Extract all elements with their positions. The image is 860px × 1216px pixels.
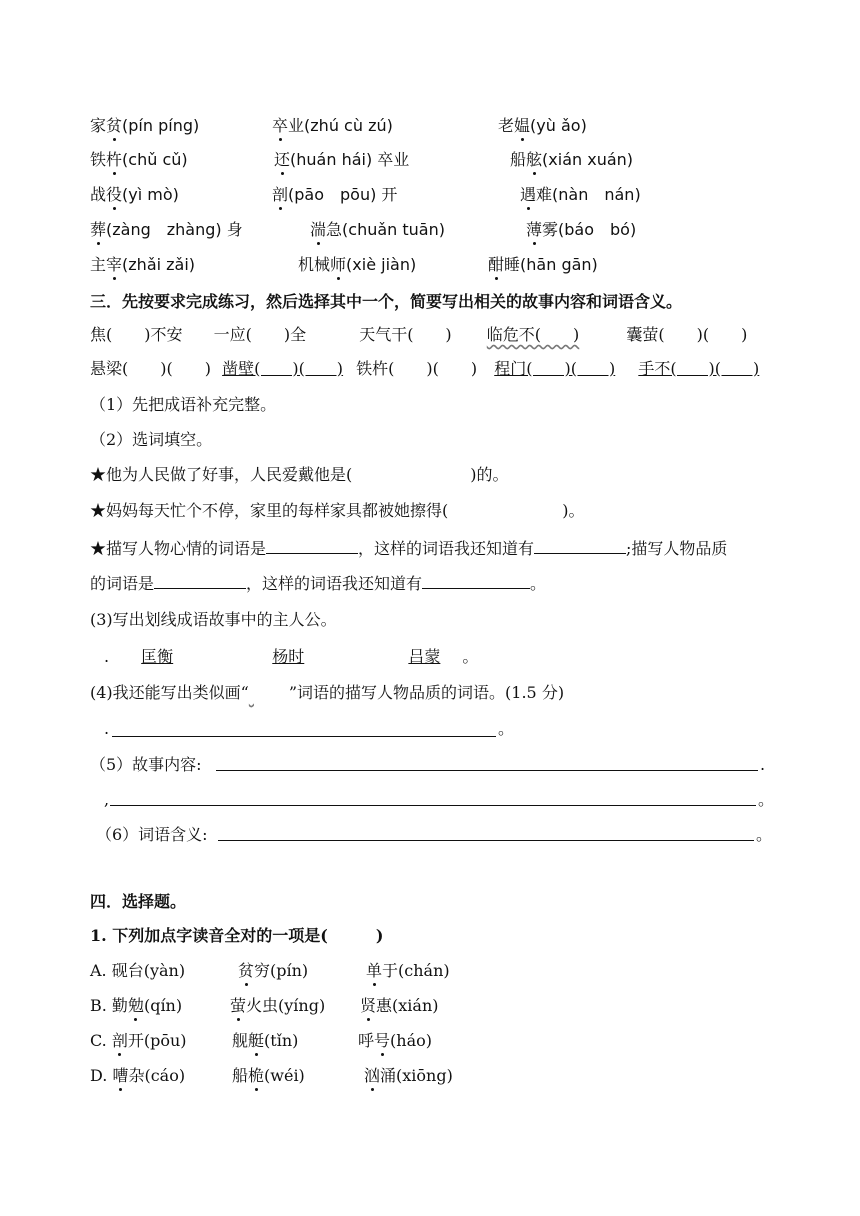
q1-text: （1）先把成语补充完整。 [90, 395, 277, 414]
dotted-character: 剖 [111, 1031, 128, 1050]
dotted-character: 杵 [106, 150, 123, 169]
sentence-text: (4)我还能写出类似画“ [90, 683, 249, 702]
q4-answer-line[interactable] [112, 736, 496, 737]
dotted-character: 贤 [360, 996, 377, 1015]
sentence-text: ，这样的词语我还知道有 [246, 574, 423, 593]
pinyin-item: 家贫(pín píng) [90, 116, 200, 135]
q4-prefix: . [104, 719, 110, 738]
sentence-text: ，这样的词语我还知道有 [358, 539, 535, 558]
dotted-character: 号 [374, 1031, 391, 1050]
dotted-character: 嘈 [112, 1066, 129, 1085]
section4-title: 四．选择题。 [90, 892, 187, 911]
hero-name: 杨时 [272, 647, 305, 666]
dotted-character: 桅 [248, 1066, 265, 1085]
pinyin-options: (nàn nán) [552, 185, 641, 204]
pinyin-options: (zhǎi zǎi) [122, 255, 196, 274]
sentence-text: 的词语是 [90, 574, 155, 593]
q3-text: (3)写出划线成语故事中的主人公。 [90, 610, 337, 629]
dotted-character: 遇 [520, 185, 537, 204]
option-item: 汹涌(xiōng) [364, 1066, 453, 1085]
pinyin-item [274, 149, 409, 171]
answer-blank[interactable] [422, 572, 530, 589]
q6-end: 。 [756, 825, 773, 844]
pinyin-item: 主宰(zhǎi zǎi) [90, 255, 196, 274]
pinyin-item: 机械师(xiè jiàn) [298, 255, 417, 274]
q2-text: （2）选词填空。 [90, 430, 213, 449]
section3-title: 三．先按要求完成练习，然后选择其中一个，简要写出相关的故事内容和词语含义。 [90, 292, 683, 311]
dotted-character: 单 [366, 961, 383, 980]
dotted-character: 贫 [106, 116, 123, 135]
option-label: D. 嘈杂(cáo) [90, 1066, 186, 1085]
pinyin-item [90, 219, 243, 241]
idiom-item: 悬梁( )( ) [90, 359, 211, 378]
pinyin-options: (yù ǎo) [530, 116, 587, 135]
option-item: 贤惠(xián) [360, 996, 439, 1015]
dotted-character: 萤 [230, 996, 247, 1015]
sentence-3 [90, 537, 727, 560]
option-item: 船桅(wéi) [232, 1066, 305, 1085]
q6-answer-line[interactable] [218, 840, 754, 841]
idiom-item: 天气干( ) [359, 325, 452, 344]
pinyin-item: 卒业(zhú cù zú) [272, 116, 393, 135]
idiom-item-underlined: 手不( )( ) [638, 359, 760, 378]
pinyin-options: (huán hái) 卒业 [290, 150, 410, 169]
sentence-4 [90, 572, 546, 595]
pinyin-item [272, 184, 397, 206]
sentence-end: 。 [462, 647, 479, 666]
pinyin-item: 湍急(chuǎn tuān) [310, 220, 445, 239]
sentence-text: ★他为人民做了好事，人民爱戴他是( [90, 465, 353, 484]
pinyin-item: 遇难(nàn nán) [520, 185, 641, 204]
pinyin-options: (xián xuán) [542, 150, 634, 169]
option-item: 单于(chán) [366, 961, 450, 980]
pinyin-options: (zhú cù zú) [304, 116, 393, 135]
pinyin-options: (pín píng) [122, 116, 200, 135]
dotted-character: 湍 [310, 220, 327, 239]
idiom-item: 囊萤( )( ) [626, 325, 748, 344]
option-label: A. 砚台(yàn) [90, 961, 186, 980]
dotted-character: 剖 [272, 185, 289, 204]
q4-end: 。 [498, 719, 515, 738]
sentence-text: ★描写人物心情的词语是 [90, 539, 267, 558]
idiom-item-wavy: 临危不( ) [486, 325, 580, 344]
sentence-text: ★妈妈每天忙个不停，家里的每样家具都被她擦得( [90, 501, 449, 520]
idiom-item: 铁杵( )( ) [356, 359, 478, 378]
pinyin-options: (zàng zhàng) 身 [106, 220, 243, 239]
dotted-character: 宰 [106, 255, 123, 274]
option-item: 舰艇(tǐn) [232, 1031, 299, 1050]
q5-answer-line-2[interactable] [110, 805, 756, 806]
pinyin-options: (chuǎn tuān) [342, 220, 445, 239]
wavy-line-sample [249, 682, 289, 704]
option-item: 呼号(háo) [358, 1031, 432, 1050]
q6-label: （6）词语含义: [96, 825, 208, 844]
choice-question: 1. 下列加点字读音全对的一项是( ) [90, 926, 384, 945]
idiom-row-1 [90, 324, 747, 346]
sentence-2 [90, 500, 585, 522]
dotted-character: 贫 [238, 961, 255, 980]
q4-text [90, 682, 564, 704]
idiom-item-underlined: 程门( )( ) [494, 359, 616, 378]
option-label: C. 剖开(pōu) [90, 1031, 187, 1050]
q5-label: （5）故事内容: [90, 755, 202, 774]
dotted-character: 葬 [90, 220, 107, 239]
pinyin-options: (yì mò) [122, 185, 179, 204]
pinyin-options: (pāo pōu) 开 [288, 185, 398, 204]
pinyin-item: 薄雾(báo bó) [526, 220, 637, 239]
pinyin-item: 铁杵(chǔ cǔ) [90, 150, 188, 169]
q5-prefix-2: , [104, 790, 110, 809]
dotted-character: 师 [330, 255, 347, 274]
prefix-dot: . [104, 647, 110, 666]
dotted-character: 酣 [488, 255, 505, 274]
pinyin-item: 船舷(xián xuán) [510, 150, 634, 169]
sentence-text: )的。 [470, 465, 509, 484]
option-item: 萤火虫(yíng) [230, 996, 326, 1015]
answer-blank[interactable] [154, 572, 246, 589]
q5-end-1: . [760, 755, 766, 774]
pinyin-item: 战役(yì mò) [90, 185, 179, 204]
dotted-character: 勉 [127, 996, 144, 1015]
sentence-1 [90, 464, 509, 486]
dotted-character: 舷 [526, 150, 543, 169]
idiom-item: 焦( )不安 [90, 325, 183, 344]
sentence-text: )。 [562, 501, 585, 520]
dotted-character: 薄 [526, 220, 543, 239]
hero-name: 吕蒙 [408, 647, 441, 666]
pinyin-options: (xiè jiàn) [346, 255, 417, 274]
dotted-character: 汹 [364, 1066, 381, 1085]
pinyin-options: (hān gān) [520, 255, 598, 274]
dotted-character: 艇 [248, 1031, 265, 1050]
idiom-item-underlined: 凿壁( )( ) [222, 359, 344, 378]
answer-blank[interactable] [534, 537, 626, 554]
hero-name: 匡衡 [141, 647, 174, 666]
pinyin-options: (chǔ cǔ) [122, 150, 188, 169]
pinyin-options: (báo bó) [558, 220, 637, 239]
idiom-row-2 [90, 358, 759, 380]
dotted-character: 媪 [514, 116, 531, 135]
q5-end-2: 。 [758, 790, 775, 809]
option-label: B. 勤勉(qín) [90, 996, 183, 1015]
q5-answer-line-1[interactable] [216, 770, 758, 771]
pinyin-item: 酣睡(hān gān) [488, 255, 598, 274]
sentence-text: ”词语的描写人物品质的词语。(1.5 分) [288, 683, 565, 702]
idiom-item: 一应( )全 [213, 325, 307, 344]
dotted-character: 卒 [272, 116, 289, 135]
answer-blank[interactable] [266, 537, 358, 554]
pinyin-item: 老媪(yù ǎo) [498, 116, 587, 135]
dotted-character: 还 [274, 150, 291, 169]
sentence-text: ;描写人物品质 [626, 539, 728, 558]
sentence-text: 。 [530, 574, 547, 593]
option-item: 贫穷(pín) [238, 961, 309, 980]
dotted-character: 役 [106, 185, 123, 204]
heroes-row [104, 646, 478, 668]
